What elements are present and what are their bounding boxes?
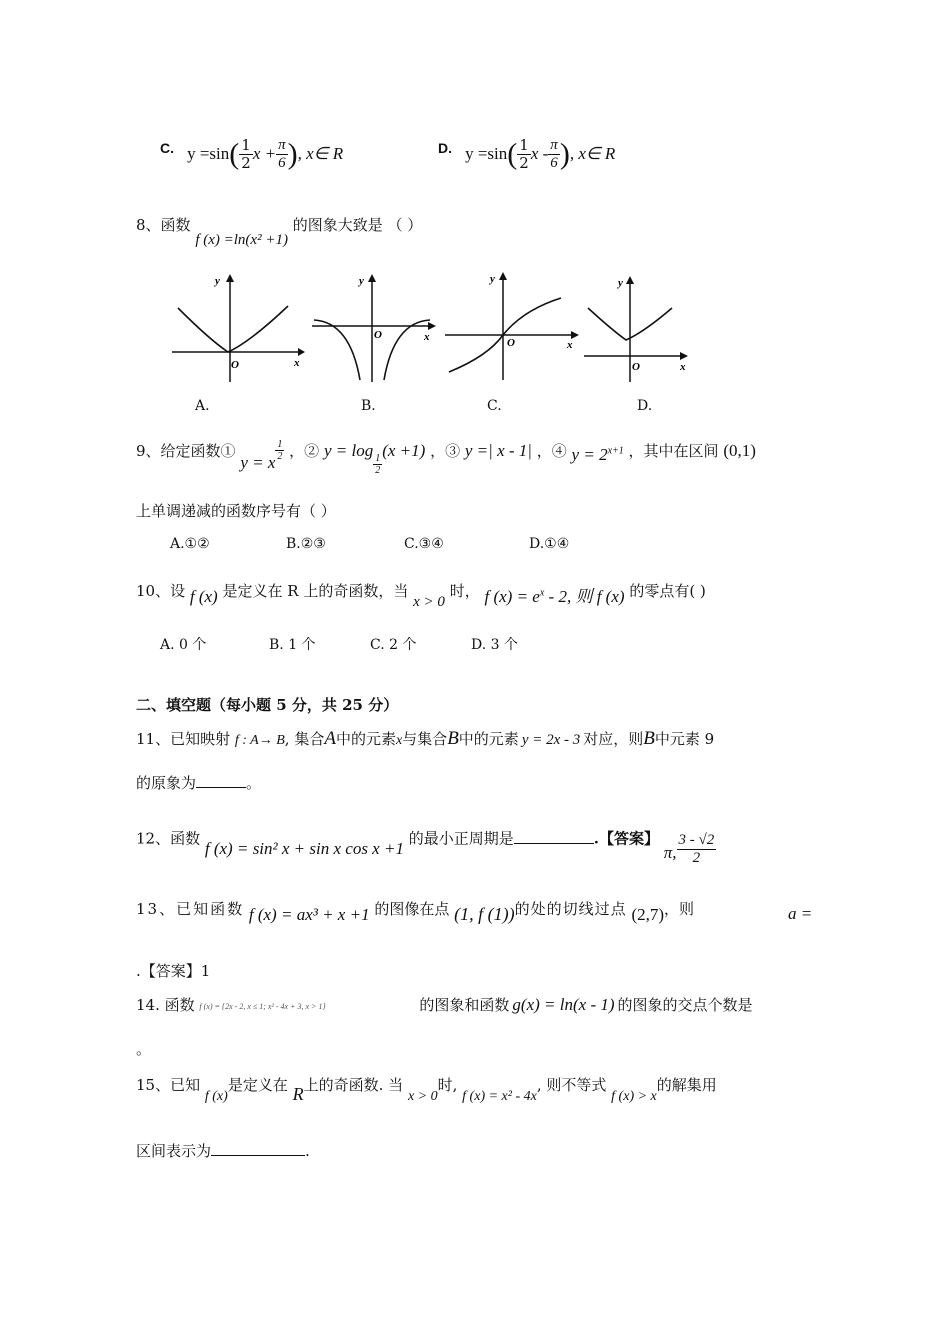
y-axis-label: y bbox=[359, 275, 364, 287]
q7-option-c bbox=[160, 137, 343, 187]
set-b: B bbox=[447, 728, 459, 749]
numerator: 1 bbox=[241, 136, 251, 154]
text: , 则不等式 bbox=[536, 1076, 607, 1094]
q12-prefix: 12、函数 bbox=[136, 829, 201, 848]
q9-option-d: D.①④ bbox=[529, 536, 570, 552]
answer-pi: π, bbox=[663, 842, 677, 862]
numerator: 1 bbox=[375, 452, 381, 464]
answer-blank[interactable] bbox=[211, 1155, 305, 1156]
y-axis-label: y bbox=[618, 277, 623, 289]
q13-expr: f (x) = ax³ + x +1 bbox=[248, 905, 370, 924]
q15-fx: f (x) bbox=[204, 1089, 228, 1104]
y-axis-label: y bbox=[490, 273, 495, 285]
graph-b bbox=[310, 270, 440, 385]
q15-cond: x > 0 bbox=[407, 1089, 438, 1104]
text: 对应，则 bbox=[583, 730, 644, 748]
q13-answer: .【答案】1 bbox=[136, 962, 211, 980]
q13-stem bbox=[136, 898, 694, 934]
denominator: 2 bbox=[277, 450, 283, 462]
q13-a-eq: a = bbox=[788, 904, 813, 923]
q9-f2 bbox=[323, 441, 426, 476]
log-text: y = log bbox=[323, 441, 374, 460]
q9-sep: ，③ bbox=[430, 442, 461, 460]
q13-prefix: 13、已知函数 bbox=[136, 900, 245, 918]
q10-expr bbox=[484, 587, 624, 606]
q15-ineq: f (x) > x bbox=[611, 1089, 657, 1104]
formula-part: x - bbox=[530, 144, 549, 163]
q11-map: f : A→ B bbox=[234, 733, 285, 748]
q13-point: (1, f (1)) bbox=[454, 904, 515, 924]
q9-sep: ，② bbox=[289, 442, 320, 460]
fraction bbox=[276, 137, 288, 172]
q8-suffix: 的图象大致是 （ ） bbox=[292, 216, 423, 234]
text: 的图像在点 bbox=[374, 900, 450, 918]
fraction bbox=[548, 137, 560, 172]
q9-stem bbox=[136, 440, 756, 480]
option-label: C. bbox=[160, 140, 174, 156]
expr-part: f (x) = e bbox=[484, 587, 540, 606]
q13-point2: (2,7) bbox=[631, 905, 665, 924]
x-axis-label: x bbox=[424, 331, 430, 343]
q9-interval: (0,1) bbox=[723, 441, 756, 460]
section-heading: 二、填空题（每小题 5 分，共 25 分） bbox=[136, 696, 399, 714]
q9-tail: ，其中在区间 bbox=[628, 442, 719, 460]
relation: y = 2x - 3 bbox=[521, 732, 581, 748]
f1-base: y = x bbox=[240, 453, 276, 472]
expr-part: - 2, 则 f (x) bbox=[544, 587, 625, 606]
q8-option-a: A. bbox=[195, 398, 210, 414]
q15-stem bbox=[136, 1074, 717, 1110]
denominator: 2 bbox=[375, 464, 381, 476]
q12-suffix: 的最小正周期是 bbox=[408, 829, 514, 848]
var-x: x bbox=[395, 733, 403, 748]
q9-option-c: C.③④ bbox=[404, 536, 444, 552]
q14-stem bbox=[136, 994, 753, 1015]
set-a: A bbox=[324, 728, 336, 749]
q8-formula: f (x) =ln(x² +1) bbox=[195, 232, 288, 248]
graph-a bbox=[170, 270, 305, 385]
f4-base: y = 2 bbox=[571, 445, 608, 464]
numerator: π bbox=[550, 137, 558, 153]
graph-c bbox=[443, 268, 583, 383]
text: 中的元素 bbox=[458, 730, 519, 748]
origin-label: O bbox=[231, 359, 239, 371]
q11-prefix: 11、已知映射 bbox=[136, 730, 231, 748]
q11-line2 bbox=[136, 772, 261, 793]
text: 的图象的交点个数是 bbox=[617, 996, 753, 1014]
f4-exponent: x+1 bbox=[607, 445, 624, 457]
q10-option-b: B. 1 个 bbox=[269, 637, 316, 653]
q14-gx: g(x) = ln(x - 1) bbox=[512, 995, 615, 1014]
q15-expr: f (x) = x² - 4x bbox=[462, 1089, 537, 1104]
text: 的图象和函数 bbox=[419, 996, 510, 1014]
text: ，则 bbox=[664, 900, 695, 918]
q14-line2: 。 bbox=[136, 1040, 152, 1058]
text: 的解集用 bbox=[656, 1076, 717, 1094]
answer-blank[interactable] bbox=[514, 843, 594, 844]
formula-part: , x∈ R bbox=[297, 144, 344, 163]
q8-option-b: B. bbox=[361, 398, 376, 414]
numerator: 3 - √2 bbox=[678, 832, 715, 848]
text: 上的奇函数. 当 bbox=[303, 1076, 404, 1094]
numerator: π bbox=[278, 137, 286, 153]
text: 时, bbox=[437, 1076, 458, 1094]
q7-option-d bbox=[438, 137, 615, 187]
q9-sep: ，④ bbox=[536, 442, 567, 460]
text: 与集合 bbox=[402, 730, 448, 748]
formula-part: y =sin bbox=[187, 144, 230, 163]
numerator: 1 bbox=[277, 438, 283, 450]
q8-stem bbox=[136, 214, 423, 248]
q10-option-c: C. 2 个 bbox=[370, 637, 417, 653]
q15-line2 bbox=[136, 1140, 310, 1161]
left-paren: ( bbox=[229, 137, 240, 171]
exponent: x bbox=[539, 587, 545, 599]
q14-piecewise: f (x) = {2x - 2, x ≤ 1; x² - 4x + 3, x > 1} bbox=[199, 1001, 326, 1011]
right-paren: ) bbox=[287, 137, 298, 171]
q9-f4 bbox=[572, 445, 624, 464]
formula-part: , x∈ R bbox=[569, 144, 616, 163]
answer-blank[interactable] bbox=[196, 787, 246, 788]
answer-label: .【答案】 bbox=[593, 829, 659, 848]
text: , 集合 bbox=[284, 730, 325, 748]
q14-prefix: 14. 函数 bbox=[136, 996, 195, 1014]
x-axis-label: x bbox=[567, 339, 573, 351]
q15-R: R bbox=[292, 1084, 304, 1104]
origin-label: O bbox=[632, 361, 640, 373]
q10-suffix: 的零点有( ) bbox=[629, 582, 706, 600]
q12-stem bbox=[136, 822, 716, 874]
q10-cond: x > 0 bbox=[413, 594, 445, 610]
q9-option-b: B.②③ bbox=[286, 536, 326, 552]
numerator: 1 bbox=[519, 136, 529, 154]
right-paren: ) bbox=[559, 137, 570, 171]
q10-stem bbox=[136, 576, 706, 610]
x-axis-label: x bbox=[680, 361, 686, 373]
graph-d bbox=[582, 272, 692, 384]
text: 中元素 9 bbox=[654, 730, 715, 748]
denominator: 6 bbox=[550, 155, 558, 171]
text: . bbox=[305, 1142, 310, 1160]
denominator: 2 bbox=[519, 154, 529, 172]
answer-fraction bbox=[677, 832, 717, 867]
text: 中的元素 bbox=[335, 730, 396, 748]
q10-fx: f (x) bbox=[189, 587, 218, 606]
q10-prefix: 10、设 bbox=[136, 582, 186, 600]
q8-prefix: 8、函数 bbox=[136, 216, 191, 234]
text: 是定义在 bbox=[227, 1076, 288, 1094]
denominator: 2 bbox=[241, 154, 251, 172]
q10-mid2: 时， bbox=[449, 582, 480, 600]
q8-option-c: C. bbox=[487, 398, 502, 414]
q9-f1 bbox=[240, 438, 284, 472]
option-label: D. bbox=[438, 140, 452, 156]
q10-mid1: 是定义在 R 上的奇函数，当 bbox=[222, 582, 409, 600]
denominator: 2 bbox=[692, 850, 701, 866]
q9-option-a: A.①② bbox=[170, 536, 210, 552]
q9-line2: 上单调递减的函数序号有（ ） bbox=[136, 502, 336, 520]
set-b: B bbox=[643, 728, 655, 749]
q10-option-a: A. 0 个 bbox=[160, 637, 207, 653]
y-axis-label: y bbox=[215, 275, 220, 287]
formula-part: y =sin bbox=[465, 144, 508, 163]
q11-stem bbox=[136, 728, 714, 750]
fraction bbox=[517, 137, 531, 172]
q15-prefix: 15、已知 bbox=[136, 1076, 201, 1094]
text: 的原象为 bbox=[136, 774, 197, 792]
text: 的处的切线过点 bbox=[514, 900, 627, 918]
q9-f3: y =| x - 1| bbox=[464, 441, 532, 460]
f1-exponent bbox=[275, 439, 284, 462]
q8-option-d: D. bbox=[637, 398, 653, 414]
denominator: 6 bbox=[278, 155, 286, 171]
text: 。 bbox=[246, 774, 262, 792]
origin-label: O bbox=[374, 329, 382, 341]
text: 区间表示为 bbox=[136, 1142, 212, 1160]
x-axis-label: x bbox=[294, 357, 300, 369]
q10-option-d: D. 3 个 bbox=[471, 637, 518, 653]
fraction bbox=[239, 137, 253, 172]
formula-part: x + bbox=[252, 144, 277, 163]
origin-label: O bbox=[507, 337, 515, 349]
left-paren: ( bbox=[507, 137, 518, 171]
log-base bbox=[373, 453, 382, 476]
log-arg: (x +1) bbox=[382, 441, 426, 460]
q9-prefix: 9、给定函数① bbox=[136, 442, 236, 460]
q12-expr: f (x) = sin² x + sin x cos x +1 bbox=[204, 838, 404, 858]
